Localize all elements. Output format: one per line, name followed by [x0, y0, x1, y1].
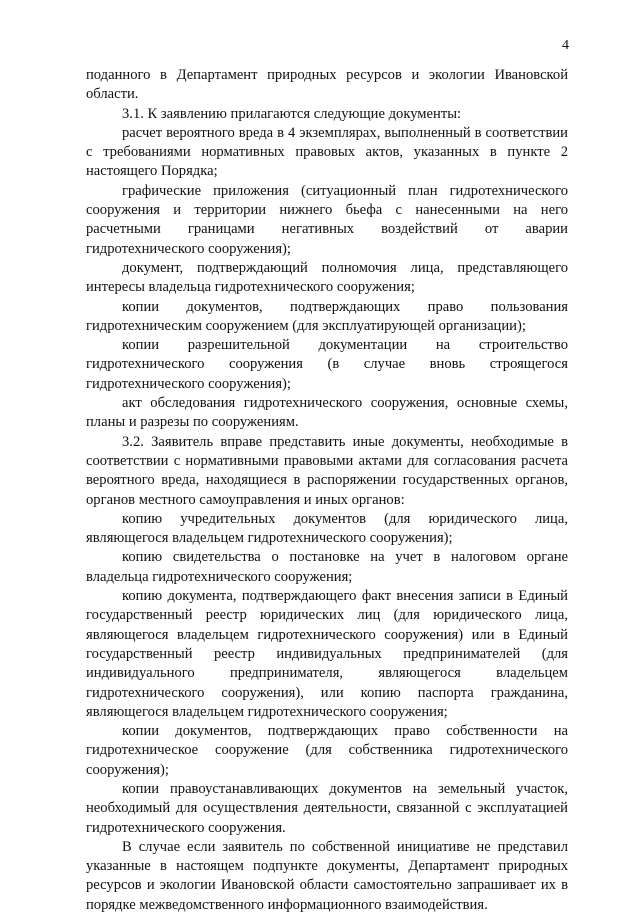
paragraph: расчет вероятного вреда в 4 экземплярах, выполненный в соответствии с требованиями нормативных правовых актов, указанных в пункте 2 настоящего Порядка;	[86, 124, 568, 180]
paragraph: копию документа, подтверждающего факт внесения записи в Единый государственный реестр юридических лиц (для юридического лица, являющегося владельцем гидротехнического сооружения) или в Единый государственный реестр индивидуальных предпринимателей (для индивидуального предпринимателя, являющегося владельцем гидротехнического сооружения), или копию паспорта гражданина, являющегося владельцем гидротехнического сооружения;	[86, 588, 568, 720]
paragraph: копии разрешительной документации на строительство гидротехнического сооружения (в случае вновь строящегося гидротехнического сооружения);	[86, 337, 568, 392]
paragraph: копии правоустанавливающих документов на земельный участок, необходимый для осуществления деятельности, связанной с эксплуатацией гидротехнического сооружения.	[86, 780, 568, 836]
document-body	[86, 66, 568, 915]
paragraph: копию учредительных документов (для юридического лица, являющегося владельцем гидротехнического сооружения);	[86, 510, 568, 547]
paragraph: копии документов, подтверждающих право собственности на гидротехническое сооружение (для собственника гидротехнического сооружения);	[86, 723, 568, 778]
paragraph: копии документов, подтверждающих право пользования гидротехническим сооружением (для эксплуатирующей организации);	[86, 298, 568, 334]
paragraph: 3.1. К заявлению прилагаются следующие документы:	[122, 105, 462, 122]
page-number: 4	[562, 38, 569, 53]
paragraph: копию свидетельства о постановке на учет в налоговом органе владельца гидротехнического сооружения;	[86, 549, 568, 585]
paragraph: поданного в Департамент природных ресурсов и экологии Ивановской области.	[86, 67, 568, 103]
paragraph: графические приложения (ситуационный план гидротехнического сооружения и территории нижнего бьефа с нанесенными на него расчетными границами негативных воздействий от аварии гидротехнического сооружения);	[86, 182, 568, 257]
paragraph: акт обследования гидротехнического сооружения, основные схемы, планы и разрезы по сооружениям.	[86, 395, 568, 431]
paragraph: В случае если заявитель по собственной инициативе не представил указанные в настоящем подпункте документы, Департамент природных ресурсов и экологии Ивановской области самостоятельно запрашивает их в порядке межведомственного информационного взаимодействия.	[86, 838, 568, 913]
paragraph: 3.2. Заявитель вправе представить иные документы, необходимые в соответствии с нормативными правовыми актами для согласования расчета вероятного вреда, находящиеся в распоряжении государственных органов, органов местного самоуправления и иных органов:	[86, 433, 568, 508]
paragraph: документ, подтверждающий полномочия лица, представляющего интересы владельца гидротехнического сооружения;	[86, 259, 568, 296]
